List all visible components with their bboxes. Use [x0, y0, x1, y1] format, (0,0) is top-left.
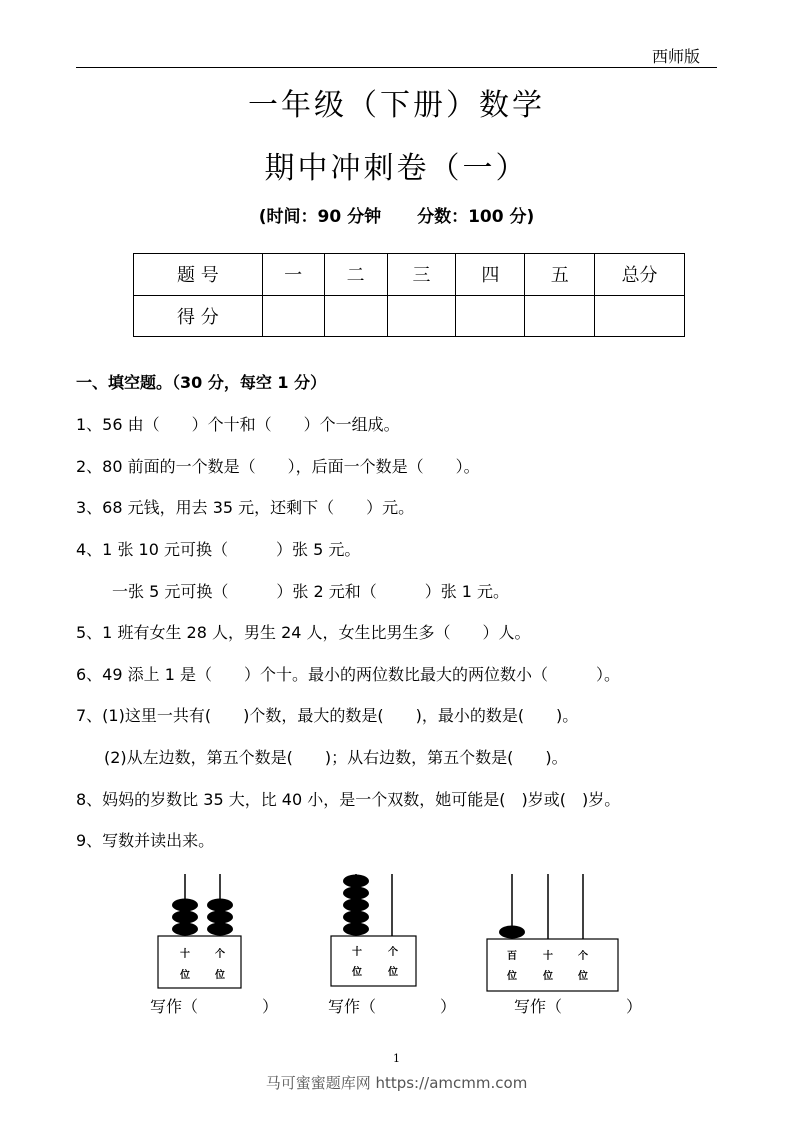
abacus-frame: [331, 936, 416, 986]
time-info: (时间：90 分钟: [258, 207, 382, 227]
table-header-cell: 一: [262, 254, 324, 296]
abacus-2: [331, 874, 416, 986]
paper-subtitle: 期中冲刺卷（一）: [264, 151, 529, 186]
score-info: 分数：100 分): [417, 207, 535, 227]
place-label-wei: 位: [543, 971, 553, 982]
table-header-cell: 二: [324, 254, 387, 296]
place-label-wei: 位: [388, 967, 398, 978]
score-cell[interactable]: [387, 295, 456, 337]
abacus-frame: [158, 936, 241, 988]
table-header-cell: 总分: [595, 254, 685, 296]
abacus-bead: [343, 911, 369, 924]
abacus-1: [158, 874, 241, 988]
place-label-bai: 百: [507, 951, 517, 962]
table-row: [134, 295, 685, 337]
abacus-bead: [207, 923, 233, 936]
place-label-wei: 位: [352, 967, 362, 978]
abacus-3: [487, 874, 618, 991]
question-2: 2、80 前面的一个数是（ ），后面一个数是（ ）。: [76, 457, 480, 476]
abacus-frame: [487, 939, 618, 991]
place-label-ge: 个: [388, 947, 398, 958]
table-header-cell: 三: [387, 254, 456, 296]
place-label-wei: 位: [180, 970, 190, 981]
question-8: 8、妈妈的岁数比 35 大，比 40 小，是一个双数，她可能是( )岁或( )岁。: [76, 790, 621, 809]
question-4: 4、1 张 10 元可换（ ）张 5 元。: [76, 540, 361, 559]
header-rule: [76, 67, 717, 68]
abacus-bead: [343, 875, 369, 888]
question-7: 7、(1)这里一共有( )个数，最大的数是( )，最小的数是( )。: [76, 706, 579, 725]
edition-label: 西师版: [651, 47, 700, 66]
table-header-cell: 四: [456, 254, 525, 296]
place-label-wei: 位: [507, 971, 517, 982]
abacus-bead: [343, 923, 369, 936]
question-7b: (2)从左边数，第五个数是( )；从右边数，第五个数是( )。: [104, 748, 568, 767]
question-3: 3、68 元钱，用去 35 元，还剩下（ ）元。: [76, 498, 415, 517]
page-number: 1: [393, 1052, 400, 1065]
footer-site: 马可蜜蜜题库网 https://amcmm.com: [265, 1074, 528, 1092]
abacus-bead: [207, 911, 233, 924]
place-label-wei: 位: [215, 970, 225, 981]
abacus-bead: [207, 899, 233, 912]
score-cell[interactable]: [456, 295, 525, 337]
write-as-2: 写作（ ）: [328, 997, 457, 1016]
score-cell[interactable]: [262, 295, 324, 337]
place-label-wei: 位: [578, 971, 588, 982]
section-heading: 一、填空题。（30 分，每空 1 分）: [76, 373, 327, 392]
score-cell[interactable]: [324, 295, 387, 337]
abacus-bead: [343, 887, 369, 900]
abacus-bead: [343, 899, 369, 912]
table-header-cell: 五: [525, 254, 595, 296]
table-header-cell: 题 号: [134, 254, 263, 296]
place-label-shi: 十: [543, 951, 553, 962]
question-6: 6、49 添上 1 是（ ）个十。最小的两位数比最大的两位数小（ ）。: [76, 665, 620, 684]
question-1: 1、56 由（ ）个十和（ ）个一组成。: [76, 415, 400, 434]
abacus-bead: [499, 926, 525, 939]
question-9: 9、写数并读出来。: [76, 831, 215, 850]
paper-title: 一年级（下册）数学: [248, 88, 545, 123]
abacus-bead: [172, 911, 198, 924]
place-label-ge: 个: [215, 949, 225, 960]
score-table: [133, 253, 685, 337]
place-label-shi: 十: [180, 949, 190, 960]
abacus-bead: [172, 923, 198, 936]
place-label-shi: 十: [352, 947, 362, 958]
write-as-3: 写作（ ）: [514, 997, 643, 1016]
write-as-1: 写作（ ）: [150, 997, 279, 1016]
exam-meta: [0, 202, 793, 227]
abacus-figures: [150, 866, 670, 996]
score-cell[interactable]: [595, 295, 685, 337]
place-label-ge: 个: [578, 951, 588, 962]
question-5: 5、1 班有女生 28 人，男生 24 人，女生比男生多（ ）人。: [76, 623, 531, 642]
score-cell[interactable]: [525, 295, 595, 337]
question-4b: 一张 5 元可换（ ）张 2 元和（ ）张 1 元。: [112, 582, 510, 601]
abacus-bead: [172, 899, 198, 912]
table-row-label: 得 分: [134, 295, 263, 337]
table-row: [134, 254, 685, 296]
